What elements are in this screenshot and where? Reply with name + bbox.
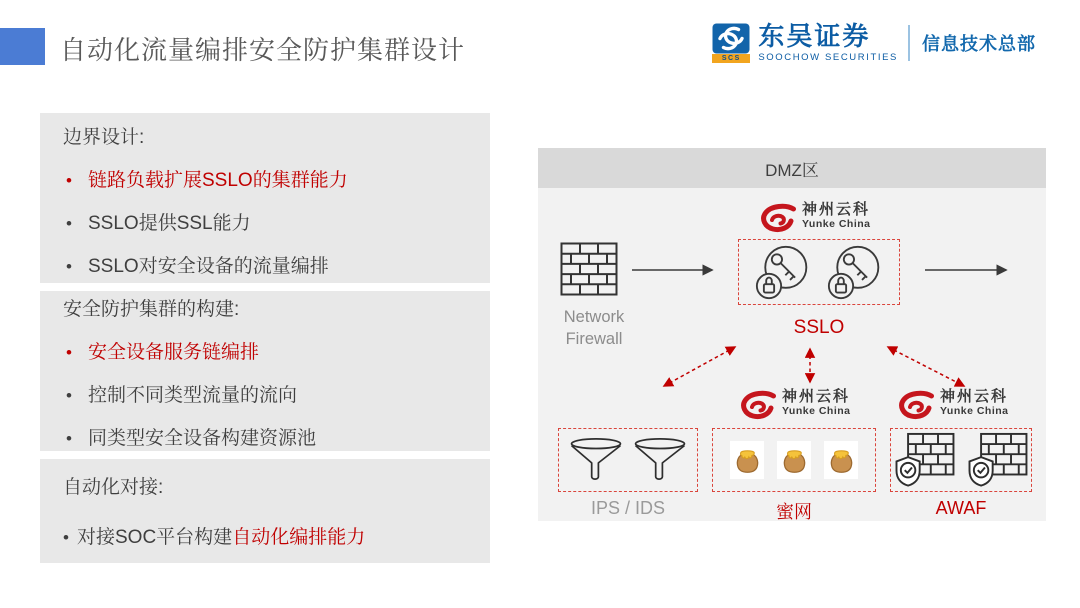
awaf-node xyxy=(890,428,1032,492)
scs-badge: SCS xyxy=(712,54,750,63)
sslo-label: SSLO xyxy=(793,317,845,338)
ssl-key-icon xyxy=(755,244,811,300)
funnel-icon xyxy=(569,437,623,483)
yunke-swirl-icon xyxy=(898,390,934,420)
yunke-swirl-icon xyxy=(760,203,796,233)
vendor-name-en: Yunke China xyxy=(940,405,1009,417)
honeypot-icon xyxy=(781,446,808,475)
brand-block xyxy=(712,22,1036,63)
yunke-swirl-icon xyxy=(740,390,776,420)
bullet-item: • 链路负载扩展SSLO的集群能力 xyxy=(63,168,480,194)
vendor-name-cn: 神州云科 xyxy=(782,388,851,405)
brand-name-en: SOOCHOW SECURITIES xyxy=(758,52,898,63)
shield-firewall-icon xyxy=(893,432,956,488)
bullet-item: • SSLO对安全设备的流量编排 xyxy=(63,254,480,280)
vendor-logo xyxy=(760,201,871,233)
vendor-name-cn: 神州云科 xyxy=(940,388,1009,405)
bullet-item: • 安全设备服务链编排 xyxy=(63,340,480,366)
soochow-logo-icon xyxy=(712,23,750,63)
sslo-node xyxy=(738,239,900,305)
funnel-icon xyxy=(633,437,687,483)
ips-ids-node xyxy=(558,428,698,492)
honeypot-icon xyxy=(734,446,761,475)
ssl-key-icon xyxy=(827,244,883,300)
honeypot-icon xyxy=(828,446,855,475)
honeynet-node xyxy=(712,428,876,492)
dmz-zone xyxy=(538,148,1046,521)
firewall-label: Network Firewall xyxy=(563,308,625,348)
honeynet-label: 蜜网 xyxy=(776,502,812,522)
vendor-logo xyxy=(740,388,851,420)
dashed-arrow-sslo-awaf xyxy=(888,347,964,386)
bullet-text-prefix: 对接SOC平台构建 xyxy=(77,527,233,548)
page-title: 自动化流量编排安全防护集群设计 xyxy=(60,35,466,65)
vendor-logo xyxy=(898,388,1009,420)
vendor-name-en: Yunke China xyxy=(782,405,851,417)
panel-heading: 边界设计: xyxy=(63,127,145,148)
panel-automation xyxy=(40,459,490,563)
brand-divider xyxy=(908,25,910,61)
brick-wall-icon xyxy=(560,242,618,301)
bullet-item: • 同类型安全设备构建资源池 xyxy=(63,426,480,452)
panel-border-design xyxy=(40,113,490,283)
shield-firewall-icon xyxy=(966,432,1029,488)
dashed-arrow-sslo-ips xyxy=(664,347,735,386)
ips-ids-label: IPS / IDS xyxy=(590,498,666,518)
awaf-label: AWAF xyxy=(935,498,987,518)
bullet-item: • SSLO提供SSL能力 xyxy=(63,211,480,237)
bullet-item xyxy=(63,525,480,551)
brand-department: 信息技术总部 xyxy=(922,33,1036,54)
bullet-item: • 控制不同类型流量的流向 xyxy=(63,383,480,409)
brand-name-cn: 东吴证券 xyxy=(758,21,871,51)
panel-security-cluster xyxy=(40,291,490,451)
bullet-text-highlight: 自动化编排能力 xyxy=(232,527,366,548)
panel-heading: 自动化对接: xyxy=(63,477,164,498)
vendor-name-cn: 神州云科 xyxy=(802,201,871,218)
dmz-zone-header xyxy=(538,148,1046,188)
vendor-name-en: Yunke China xyxy=(802,218,871,230)
title-accent-bar xyxy=(0,28,45,65)
panel-heading: 安全防护集群的构建: xyxy=(63,299,240,320)
dmz-zone-title: DMZ区 xyxy=(765,160,819,180)
